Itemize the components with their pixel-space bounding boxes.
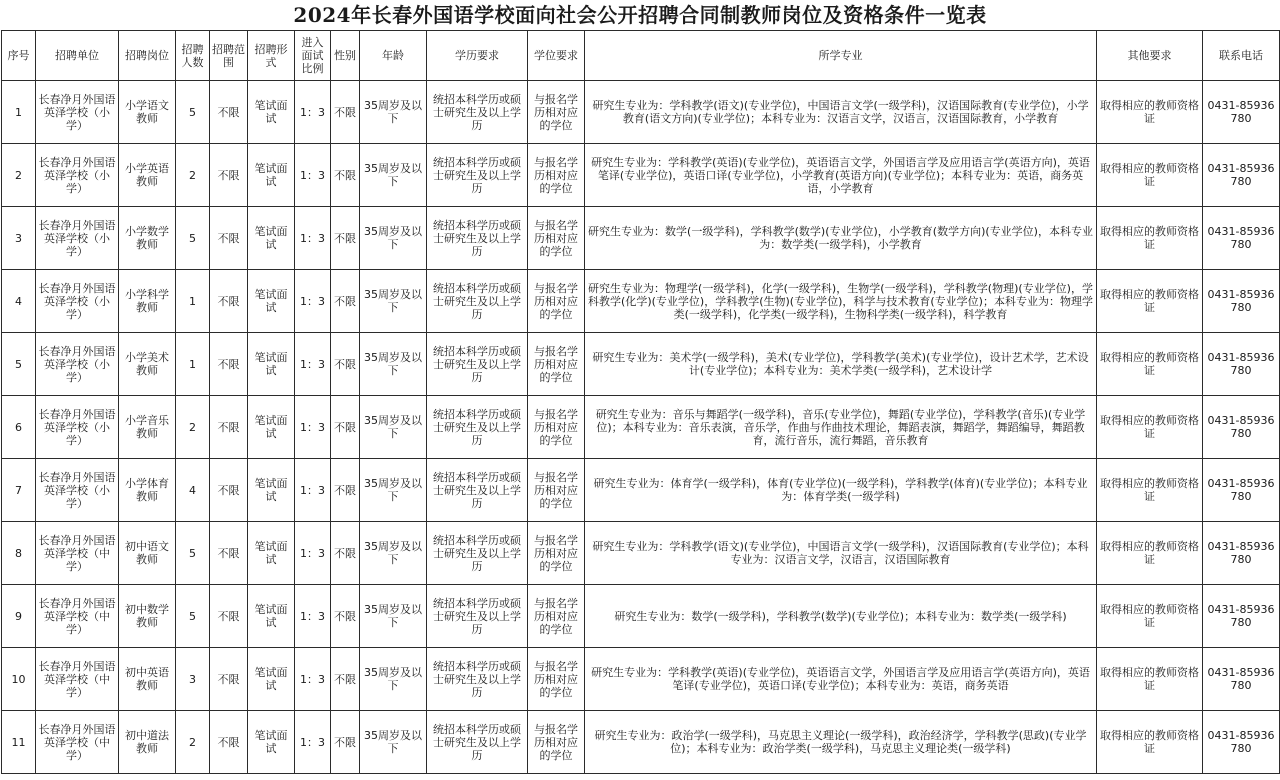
other-requirement-cell: 取得相应的教师资格证 xyxy=(1097,459,1203,522)
method-cell: 笔试面试 xyxy=(248,459,295,522)
employer-cell: 长春净月外国语英泽学校（中学） xyxy=(36,711,119,774)
degree-cell: 与报名学历相对应的学位 xyxy=(528,396,585,459)
table-row xyxy=(2,585,1280,648)
scope-cell: 不限 xyxy=(210,333,248,396)
major-cell: 研究生专业为：体育学(一级学科)，体育(专业学位)(一级学科)，学科教学(体育)(专业学位)；本科专业为：体育学类(一级学科) xyxy=(585,459,1097,522)
table-header-row xyxy=(2,31,1280,81)
table-row xyxy=(2,81,1280,144)
headcount-cell: 5 xyxy=(176,585,210,648)
interview-ratio-cell: 1：3 xyxy=(295,585,331,648)
phone-cell: 0431-85936780 xyxy=(1203,207,1280,270)
headcount-cell: 1 xyxy=(176,270,210,333)
other-requirement-cell: 取得相应的教师资格证 xyxy=(1097,585,1203,648)
other-requirement-cell: 取得相应的教师资格证 xyxy=(1097,333,1203,396)
method-cell: 笔试面试 xyxy=(248,207,295,270)
other-requirement-cell: 取得相应的教师资格证 xyxy=(1097,207,1203,270)
degree-cell: 与报名学历相对应的学位 xyxy=(528,144,585,207)
age-cell: 35周岁及以下 xyxy=(360,459,427,522)
scope-cell: 不限 xyxy=(210,207,248,270)
employer-cell: 长春净月外国语英泽学校（中学） xyxy=(36,522,119,585)
index-cell: 9 xyxy=(2,585,36,648)
major-cell: 研究生专业为：音乐与舞蹈学(一级学科)，音乐(专业学位)，舞蹈(专业学位)，学科教学(音乐)(专业学位)；本科专业为：音乐表演，音乐学，作曲与作曲技术理论，舞蹈表演，舞蹈学，舞蹈编导，舞蹈教育，流行音乐，流行舞蹈，音乐教育 xyxy=(585,396,1097,459)
employer-cell: 长春净月外国语英泽学校（中学） xyxy=(36,585,119,648)
major-cell: 研究生专业为：物理学(一级学科)，化学(一级学科)，生物学(一级学科)，学科教学(物理)(专业学位)，学科教学(化学)(专业学位)，学科教学(生物)(专业学位)，科学与技术教育(专业学位)；本科专业为：物理学类(一级学科)，化学类(一级学科)，生物科学类(一级学科)，科学教育 xyxy=(585,270,1097,333)
phone-cell: 0431-85936780 xyxy=(1203,270,1280,333)
gender-cell: 不限 xyxy=(331,585,360,648)
major-cell: 研究生专业为：数学(一级学科)，学科教学(数学)(专业学位)，小学教育(数学方向)(专业学位)，本科专业为：数学类(一级学科)，小学教育 xyxy=(585,207,1097,270)
method-cell: 笔试面试 xyxy=(248,333,295,396)
interview-ratio-cell: 1：3 xyxy=(295,648,331,711)
table-row xyxy=(2,648,1280,711)
employer-cell: 长春净月外国语英泽学校（小学） xyxy=(36,81,119,144)
header-phone: 联系电话 xyxy=(1203,31,1280,81)
other-requirement-cell: 取得相应的教师资格证 xyxy=(1097,270,1203,333)
degree-cell: 与报名学历相对应的学位 xyxy=(528,459,585,522)
degree-cell: 与报名学历相对应的学位 xyxy=(528,522,585,585)
header-education: 学历要求 xyxy=(427,31,528,81)
index-cell: 11 xyxy=(2,711,36,774)
degree-cell: 与报名学历相对应的学位 xyxy=(528,711,585,774)
gender-cell: 不限 xyxy=(331,81,360,144)
degree-cell: 与报名学历相对应的学位 xyxy=(528,333,585,396)
table-row xyxy=(2,396,1280,459)
other-requirement-cell: 取得相应的教师资格证 xyxy=(1097,396,1203,459)
index-cell: 1 xyxy=(2,81,36,144)
age-cell: 35周岁及以下 xyxy=(360,648,427,711)
interview-ratio-cell: 1：3 xyxy=(295,81,331,144)
education-cell: 统招本科学历或硕士研究生及以上学历 xyxy=(427,459,528,522)
index-cell: 3 xyxy=(2,207,36,270)
index-cell: 4 xyxy=(2,270,36,333)
position-cell: 初中道法教师 xyxy=(119,711,176,774)
degree-cell: 与报名学历相对应的学位 xyxy=(528,207,585,270)
age-cell: 35周岁及以下 xyxy=(360,270,427,333)
major-cell: 研究生专业为：政治学(一级学科)，马克思主义理论(一级学科)，政治经济学，学科教学(思政)(专业学位)；本科专业为：政治学类(一级学科)，马克思主义理论类(一级学科) xyxy=(585,711,1097,774)
method-cell: 笔试面试 xyxy=(248,648,295,711)
employer-cell: 长春净月外国语英泽学校（小学） xyxy=(36,144,119,207)
major-cell: 研究生专业为：学科教学(英语)(专业学位)，英语语言文学，外国语言学及应用语言学(英语方向)，英语笔译(专业学位)，英语口译(专业学位)；本科专业为：英语，商务英语 xyxy=(585,648,1097,711)
method-cell: 笔试面试 xyxy=(248,711,295,774)
header-age: 年龄 xyxy=(360,31,427,81)
header-employer: 招聘单位 xyxy=(36,31,119,81)
education-cell: 统招本科学历或硕士研究生及以上学历 xyxy=(427,333,528,396)
phone-cell: 0431-85936780 xyxy=(1203,144,1280,207)
headcount-cell: 5 xyxy=(176,81,210,144)
education-cell: 统招本科学历或硕士研究生及以上学历 xyxy=(427,585,528,648)
position-cell: 初中数学教师 xyxy=(119,585,176,648)
age-cell: 35周岁及以下 xyxy=(360,711,427,774)
method-cell: 笔试面试 xyxy=(248,585,295,648)
headcount-cell: 1 xyxy=(176,333,210,396)
header-position: 招聘岗位 xyxy=(119,31,176,81)
header-method: 招聘形式 xyxy=(248,31,295,81)
table-row xyxy=(2,522,1280,585)
degree-cell: 与报名学历相对应的学位 xyxy=(528,270,585,333)
index-cell: 10 xyxy=(2,648,36,711)
header-degree: 学位要求 xyxy=(528,31,585,81)
table-row xyxy=(2,207,1280,270)
headcount-cell: 2 xyxy=(176,711,210,774)
gender-cell: 不限 xyxy=(331,459,360,522)
major-cell: 研究生专业为：学科教学(语文)(专业学位)，中国语言文学(一级学科)，汉语国际教育(专业学位)；本科专业为：汉语言文学，汉语言，汉语国际教育 xyxy=(585,522,1097,585)
headcount-cell: 4 xyxy=(176,459,210,522)
gender-cell: 不限 xyxy=(331,711,360,774)
other-requirement-cell: 取得相应的教师资格证 xyxy=(1097,522,1203,585)
header-major: 所学专业 xyxy=(585,31,1097,81)
table-row xyxy=(2,144,1280,207)
employer-cell: 长春净月外国语英泽学校（小学） xyxy=(36,396,119,459)
position-cell: 小学音乐教师 xyxy=(119,396,176,459)
other-requirement-cell: 取得相应的教师资格证 xyxy=(1097,648,1203,711)
phone-cell: 0431-85936780 xyxy=(1203,522,1280,585)
major-cell: 研究生专业为：美术学(一级学科)，美术(专业学位)，学科教学(美术)(专业学位)，设计艺术学，艺术设计(专业学位)；本科专业为：美术学类(一级学科)，艺术设计学 xyxy=(585,333,1097,396)
scope-cell: 不限 xyxy=(210,81,248,144)
phone-cell: 0431-85936780 xyxy=(1203,333,1280,396)
major-cell: 研究生专业为：数学(一级学科)，学科教学(数学)(专业学位)；本科专业为：数学类(一级学科) xyxy=(585,585,1097,648)
scope-cell: 不限 xyxy=(210,585,248,648)
index-cell: 2 xyxy=(2,144,36,207)
scope-cell: 不限 xyxy=(210,396,248,459)
scope-cell: 不限 xyxy=(210,459,248,522)
index-cell: 7 xyxy=(2,459,36,522)
document-title: 2024年长春外国语学校面向社会公开招聘合同制教师岗位及资格条件一览表 xyxy=(293,3,987,27)
employer-cell: 长春净月外国语英泽学校（小学） xyxy=(36,270,119,333)
other-requirement-cell: 取得相应的教师资格证 xyxy=(1097,81,1203,144)
interview-ratio-cell: 1：3 xyxy=(295,711,331,774)
phone-cell: 0431-85936780 xyxy=(1203,585,1280,648)
interview-ratio-cell: 1：3 xyxy=(295,522,331,585)
position-cell: 小学数学教师 xyxy=(119,207,176,270)
gender-cell: 不限 xyxy=(331,333,360,396)
method-cell: 笔试面试 xyxy=(248,270,295,333)
scope-cell: 不限 xyxy=(210,144,248,207)
phone-cell: 0431-85936780 xyxy=(1203,648,1280,711)
interview-ratio-cell: 1：3 xyxy=(295,396,331,459)
degree-cell: 与报名学历相对应的学位 xyxy=(528,81,585,144)
header-headcount: 招聘人数 xyxy=(176,31,210,81)
phone-cell: 0431-85936780 xyxy=(1203,396,1280,459)
gender-cell: 不限 xyxy=(331,648,360,711)
education-cell: 统招本科学历或硕士研究生及以上学历 xyxy=(427,81,528,144)
method-cell: 笔试面试 xyxy=(248,522,295,585)
employer-cell: 长春净月外国语英泽学校（中学） xyxy=(36,648,119,711)
degree-cell: 与报名学历相对应的学位 xyxy=(528,648,585,711)
headcount-cell: 5 xyxy=(176,207,210,270)
age-cell: 35周岁及以下 xyxy=(360,144,427,207)
index-cell: 6 xyxy=(2,396,36,459)
education-cell: 统招本科学历或硕士研究生及以上学历 xyxy=(427,648,528,711)
degree-cell: 与报名学历相对应的学位 xyxy=(528,585,585,648)
phone-cell: 0431-85936780 xyxy=(1203,711,1280,774)
position-cell: 初中英语教师 xyxy=(119,648,176,711)
position-cell: 小学美术教师 xyxy=(119,333,176,396)
gender-cell: 不限 xyxy=(331,522,360,585)
age-cell: 35周岁及以下 xyxy=(360,81,427,144)
gender-cell: 不限 xyxy=(331,144,360,207)
header-index: 序号 xyxy=(2,31,36,81)
interview-ratio-cell: 1：3 xyxy=(295,333,331,396)
method-cell: 笔试面试 xyxy=(248,396,295,459)
position-cell: 小学语文教师 xyxy=(119,81,176,144)
phone-cell: 0431-85936780 xyxy=(1203,81,1280,144)
phone-cell: 0431-85936780 xyxy=(1203,459,1280,522)
interview-ratio-cell: 1：3 xyxy=(295,207,331,270)
employer-cell: 长春净月外国语英泽学校（小学） xyxy=(36,459,119,522)
table-row xyxy=(2,270,1280,333)
major-cell: 研究生专业为：学科教学(语文)(专业学位)，中国语言文学(一级学科)，汉语国际教育(专业学位)，小学教育(语文方向)(专业学位)；本科专业为：汉语言文学，汉语言，汉语国际教育，小学教育 xyxy=(585,81,1097,144)
other-requirement-cell: 取得相应的教师资格证 xyxy=(1097,144,1203,207)
age-cell: 35周岁及以下 xyxy=(360,585,427,648)
education-cell: 统招本科学历或硕士研究生及以上学历 xyxy=(427,711,528,774)
interview-ratio-cell: 1：3 xyxy=(295,459,331,522)
education-cell: 统招本科学历或硕士研究生及以上学历 xyxy=(427,522,528,585)
gender-cell: 不限 xyxy=(331,207,360,270)
age-cell: 35周岁及以下 xyxy=(360,333,427,396)
employer-cell: 长春净月外国语英泽学校（小学） xyxy=(36,333,119,396)
age-cell: 35周岁及以下 xyxy=(360,207,427,270)
gender-cell: 不限 xyxy=(331,270,360,333)
header-scope: 招聘范围 xyxy=(210,31,248,81)
scope-cell: 不限 xyxy=(210,522,248,585)
position-cell: 小学英语教师 xyxy=(119,144,176,207)
header-gender: 性别 xyxy=(331,31,360,81)
interview-ratio-cell: 1：3 xyxy=(295,270,331,333)
education-cell: 统招本科学历或硕士研究生及以上学历 xyxy=(427,270,528,333)
header-interview-ratio: 进入面试比例 xyxy=(295,31,331,81)
header-other: 其他要求 xyxy=(1097,31,1203,81)
age-cell: 35周岁及以下 xyxy=(360,396,427,459)
index-cell: 8 xyxy=(2,522,36,585)
major-cell: 研究生专业为：学科教学(英语)(专业学位)，英语语言文学，外国语言学及应用语言学(英语方向)，英语笔译(专业学位)，英语口译(专业学位)，小学教育(英语方向)(专业学位)；本科专业为：英语，商务英语，小学教育 xyxy=(585,144,1097,207)
index-cell: 5 xyxy=(2,333,36,396)
recruitment-table xyxy=(1,30,1280,774)
table-row xyxy=(2,333,1280,396)
headcount-cell: 2 xyxy=(176,144,210,207)
scope-cell: 不限 xyxy=(210,711,248,774)
other-requirement-cell: 取得相应的教师资格证 xyxy=(1097,711,1203,774)
table-row xyxy=(2,711,1280,774)
method-cell: 笔试面试 xyxy=(248,81,295,144)
interview-ratio-cell: 1：3 xyxy=(295,144,331,207)
employer-cell: 长春净月外国语英泽学校（小学） xyxy=(36,207,119,270)
scope-cell: 不限 xyxy=(210,648,248,711)
headcount-cell: 2 xyxy=(176,396,210,459)
education-cell: 统招本科学历或硕士研究生及以上学历 xyxy=(427,207,528,270)
scope-cell: 不限 xyxy=(210,270,248,333)
education-cell: 统招本科学历或硕士研究生及以上学历 xyxy=(427,396,528,459)
position-cell: 小学体育教师 xyxy=(119,459,176,522)
method-cell: 笔试面试 xyxy=(248,144,295,207)
table-row xyxy=(2,459,1280,522)
position-cell: 初中语文教师 xyxy=(119,522,176,585)
gender-cell: 不限 xyxy=(331,396,360,459)
headcount-cell: 3 xyxy=(176,648,210,711)
headcount-cell: 5 xyxy=(176,522,210,585)
position-cell: 小学科学教师 xyxy=(119,270,176,333)
age-cell: 35周岁及以下 xyxy=(360,522,427,585)
education-cell: 统招本科学历或硕士研究生及以上学历 xyxy=(427,144,528,207)
